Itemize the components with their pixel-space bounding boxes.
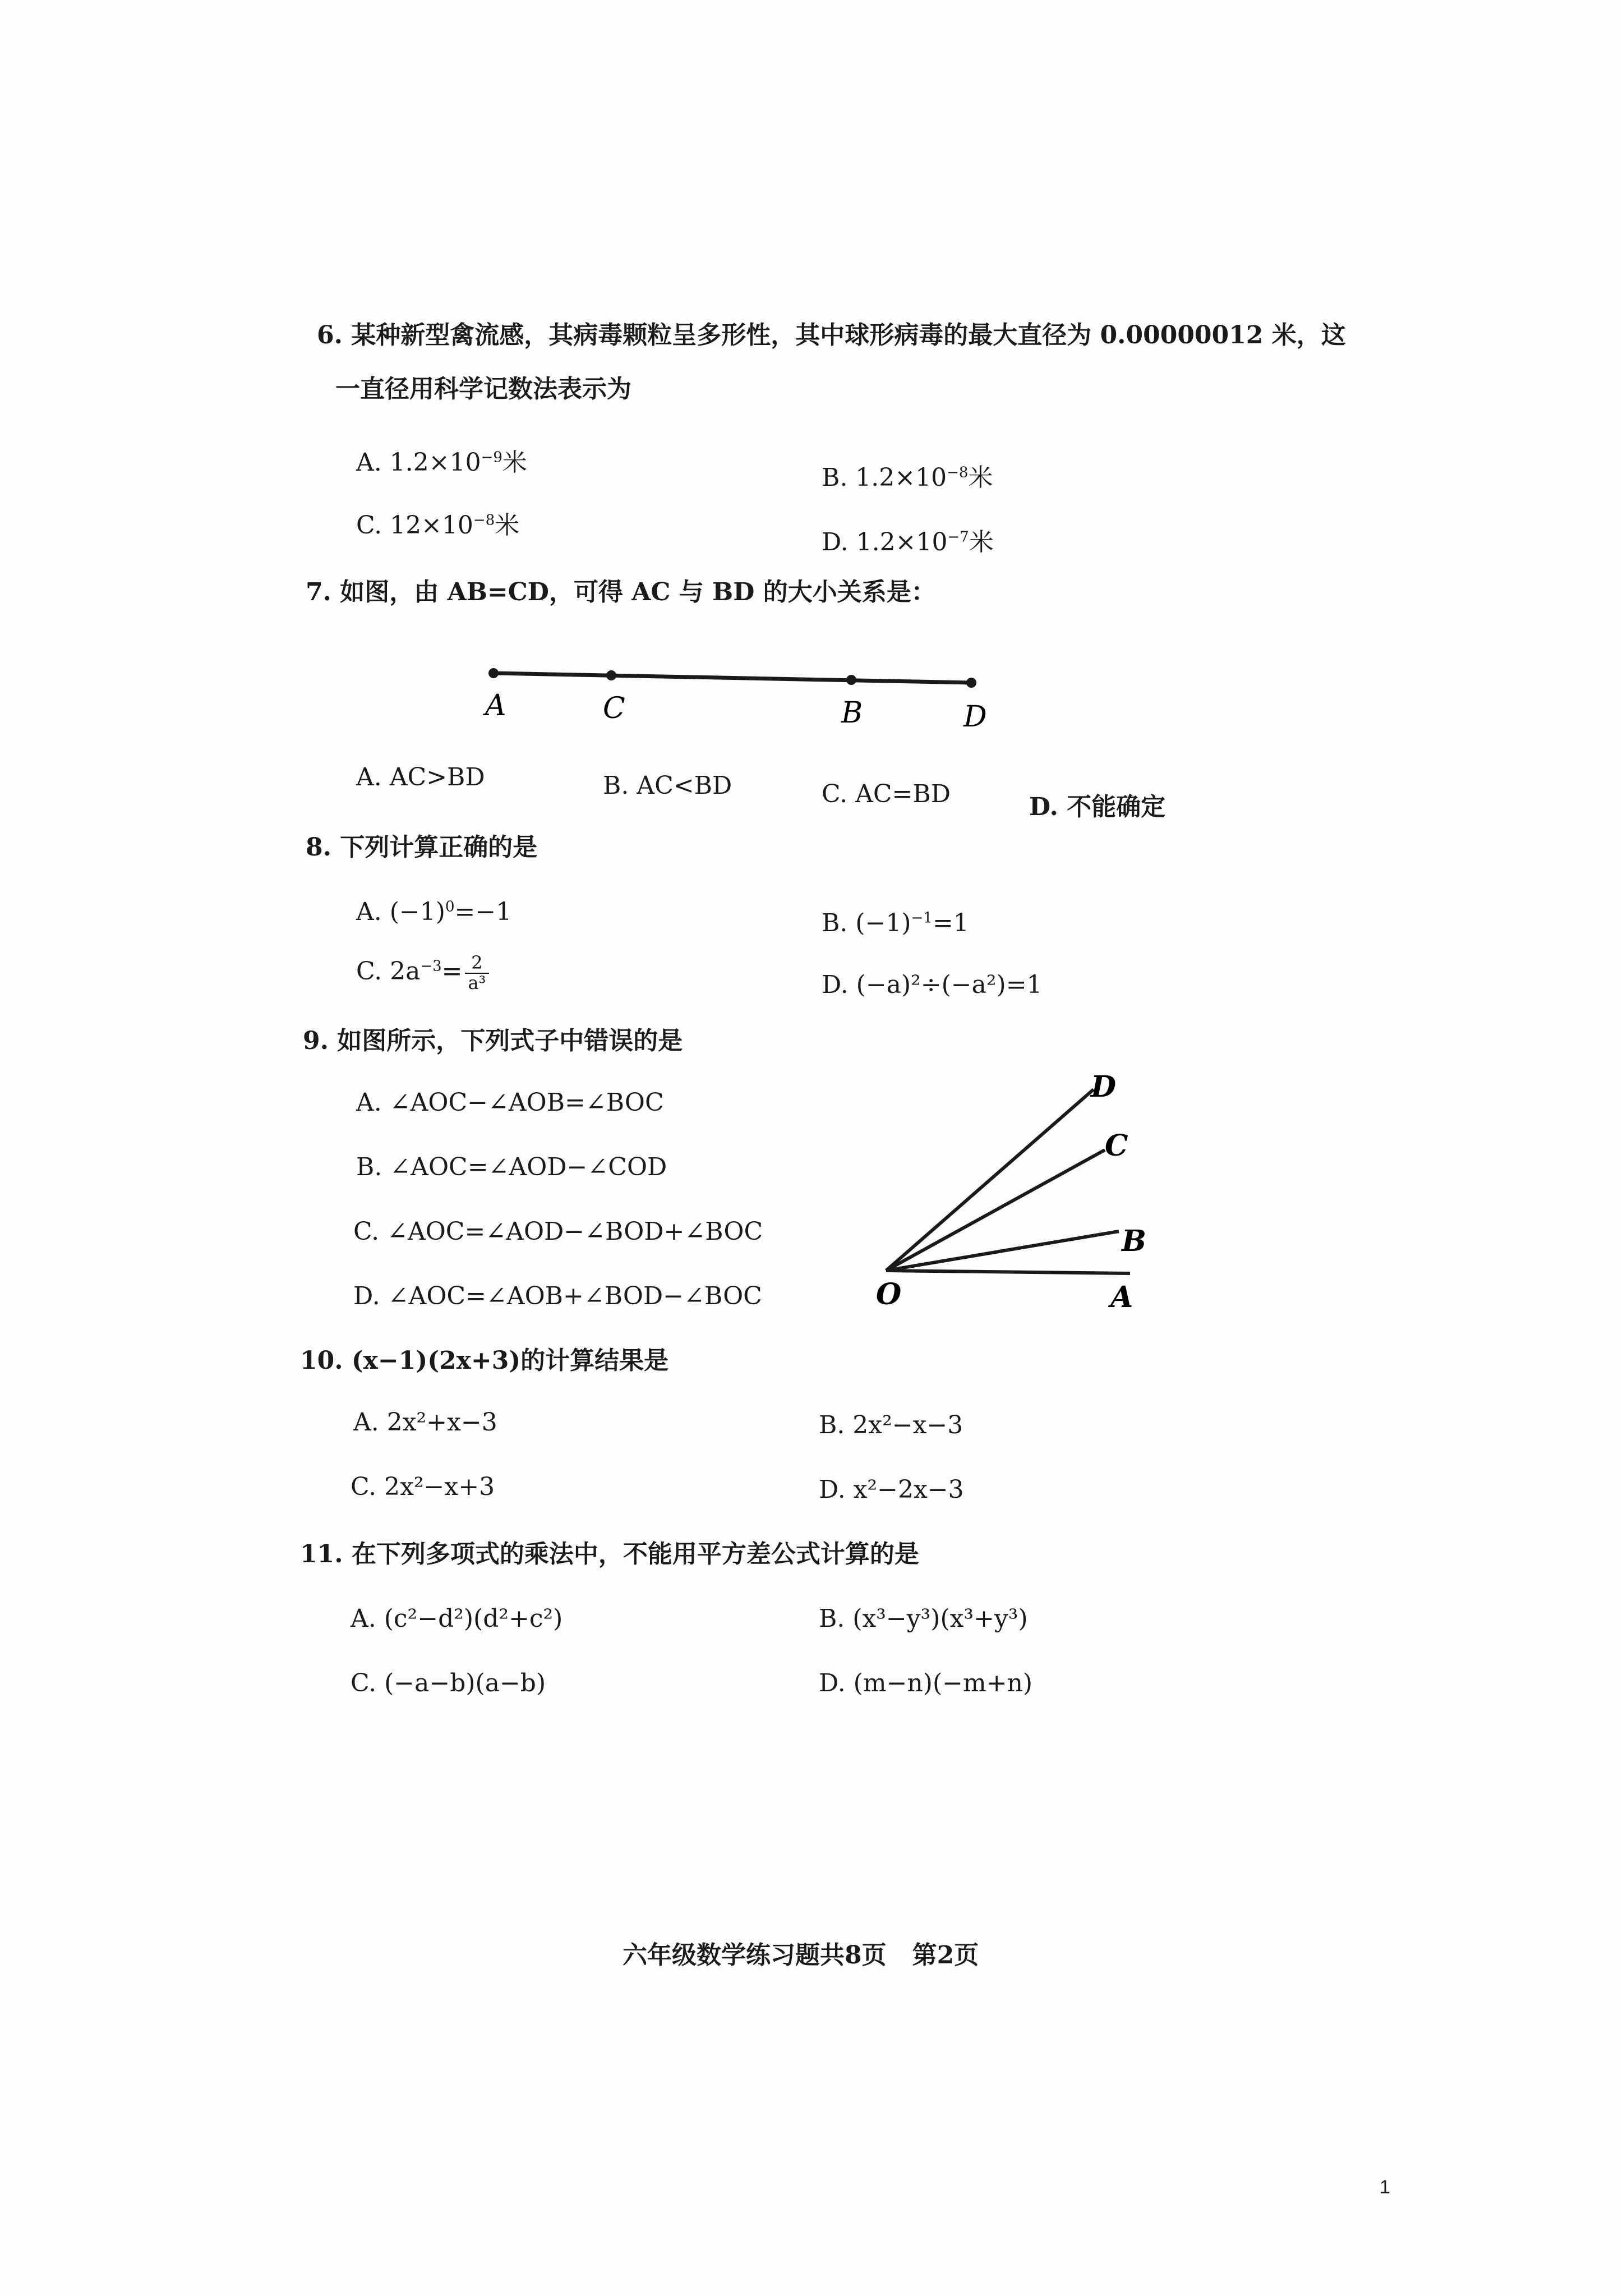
q6-stem-line1: 6. 某种新型禽流感，其病毒颗粒呈多形性，其中球形病毒的最大直径为 0.00000012 米，这 — [317, 321, 1346, 349]
q7-point-a — [488, 668, 499, 678]
q6-option-d-unit: 米 — [969, 528, 994, 556]
q7-label-a: A — [485, 689, 506, 723]
q8-option-c-exp: −3 — [420, 958, 442, 975]
q6-option-c-unit: 米 — [495, 511, 520, 540]
q8-option-c-base: C. 2a — [356, 957, 421, 986]
q6-option-c-exp: −8 — [473, 512, 495, 529]
q9-ray-od — [886, 1089, 1094, 1271]
q7-option-c: C. AC=BD — [822, 780, 951, 808]
q7-point-d — [966, 678, 976, 688]
q9-option-d: D. ∠AOC=∠AOB+∠BOD−∠BOC — [353, 1282, 762, 1310]
q11-stem: 11. 在下列多项式的乘法中，不能用平方差公式计算的是 — [300, 1540, 919, 1568]
q7-label-d: D — [963, 700, 987, 734]
q8-option-a-base: A. (−1) — [356, 898, 445, 926]
q7-label-c: C — [603, 692, 625, 725]
q8-option-c-eq: = — [441, 957, 463, 986]
q10-option-d: D. x²−2x−3 — [819, 1475, 964, 1504]
q9-option-a: A. ∠AOC−∠AOB=∠BOC — [356, 1088, 664, 1117]
q9-label-o: O — [876, 1277, 902, 1312]
footer-total-pages: 六年级数学练习题共8页 — [623, 1941, 887, 1970]
q10-option-b: B. 2x²−x−3 — [819, 1411, 963, 1439]
q9-stem: 9. 如图所示，下列式子中错误的是 — [303, 1027, 683, 1055]
q6-option-d — [822, 522, 994, 558]
q7-stem: 7. 如图，由 AB=CD，可得 AC 与 BD 的大小关系是： — [306, 578, 936, 606]
q9-label-d: D — [1091, 1070, 1117, 1104]
q8-option-b — [822, 909, 969, 937]
q6-option-a-exp: −9 — [481, 449, 502, 466]
q7-segment-figure — [460, 651, 998, 740]
q9-angle-figure — [864, 1066, 1178, 1324]
q10-stem: 10. (x−1)(2x+3)的计算结果是 — [300, 1346, 669, 1375]
q11-option-b: B. (x³−y³)(x³+y³) — [819, 1604, 1028, 1633]
q8-option-c — [356, 954, 491, 992]
q7-point-c — [606, 670, 616, 680]
q6-stem-line2: 一直径用科学记数法表示为 — [335, 375, 631, 403]
q8-option-c-denominator: a³ — [468, 972, 486, 993]
q11-option-d: D. (m−n)(−m+n) — [819, 1669, 1033, 1697]
q9-label-b: B — [1122, 1224, 1146, 1258]
q6-option-d-base: D. 1.2×10 — [822, 528, 948, 556]
q7-option-d: D. 不能确定 — [1029, 793, 1166, 821]
q6-option-a-base: A. 1.2×10 — [356, 448, 481, 477]
q7-option-b: B. AC<BD — [603, 771, 732, 800]
q7-label-b: B — [841, 696, 863, 730]
q7-segment-line — [494, 673, 971, 683]
q8-option-a-result: =−1 — [454, 898, 512, 926]
q9-label-a: A — [1110, 1280, 1133, 1314]
q6-option-c — [356, 505, 519, 541]
q10-option-c: C. 2x²−x+3 — [351, 1473, 495, 1501]
q8-option-b-result: =1 — [932, 909, 969, 937]
q7-option-a: A. AC>BD — [356, 763, 485, 792]
q7-point-b — [846, 675, 856, 685]
q6-option-c-base: C. 12×10 — [356, 511, 473, 540]
q6-option-b-base: B. 1.2×10 — [822, 463, 947, 492]
q11-option-a: A. (c²−d²)(d²+c²) — [351, 1604, 563, 1633]
q6-option-a-unit: 米 — [502, 448, 527, 477]
q6-option-b — [822, 457, 993, 493]
q11-option-c: C. (−a−b)(a−b) — [351, 1669, 546, 1697]
q6-option-a — [356, 442, 527, 478]
q9-option-c: C. ∠AOC=∠AOD−∠BOD+∠BOC — [353, 1217, 763, 1246]
q8-option-b-exp: −1 — [911, 909, 933, 927]
q8-option-a-exp: 0 — [445, 898, 455, 915]
q6-option-b-unit: 米 — [968, 463, 993, 492]
page-footer — [623, 1941, 979, 1971]
q9-option-b: B. ∠AOC=∠AOD−∠COD — [356, 1153, 667, 1181]
q6-option-b-exp: −8 — [947, 464, 969, 481]
q8-stem: 8. 下列计算正确的是 — [306, 833, 538, 862]
q9-label-c: C — [1105, 1129, 1128, 1163]
q9-ray-oa — [886, 1271, 1130, 1273]
q8-option-b-base: B. (−1) — [822, 909, 911, 937]
q6-option-d-exp: −7 — [947, 528, 969, 546]
q10-option-a: A. 2x²+x−3 — [353, 1408, 497, 1437]
footer-current-page: 第2页 — [912, 1941, 979, 1970]
q8-option-d: D. (−a)²÷(−a²)=1 — [822, 970, 1043, 999]
q8-option-c-fraction — [465, 954, 490, 992]
q8-option-c-numerator: 2 — [465, 954, 490, 974]
q8-option-a — [356, 898, 511, 926]
page-number: 1 — [1380, 2177, 1390, 2198]
